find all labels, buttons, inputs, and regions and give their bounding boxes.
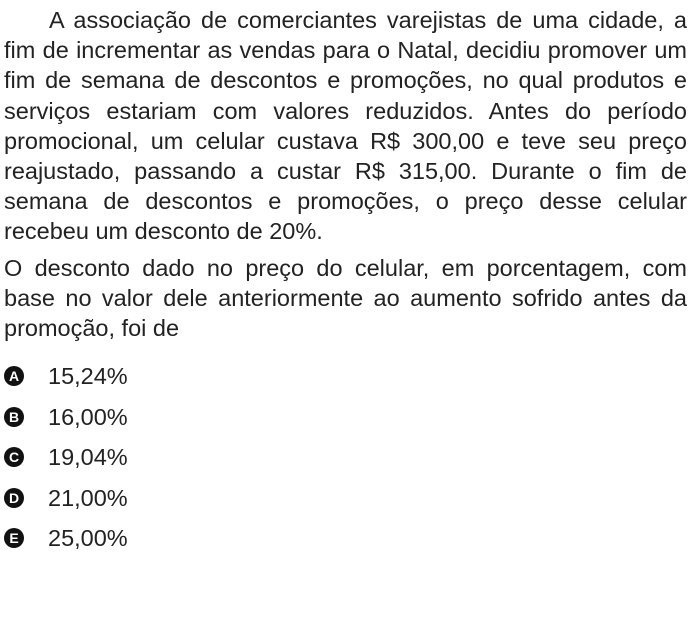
option-letter-b-icon: B [4, 407, 24, 427]
option-letter-e-icon: E [4, 528, 24, 548]
option-d[interactable] [4, 478, 687, 519]
option-b[interactable] [4, 397, 687, 438]
option-a[interactable] [4, 356, 687, 397]
option-letter-d-icon: D [4, 488, 24, 508]
option-text-e: 25,00% [48, 525, 128, 552]
option-c[interactable] [4, 437, 687, 478]
option-text-b: 16,00% [48, 403, 128, 430]
question-stem: A associação de comerciantes varejistas de uma cidade, a fim de incrementar as vendas para o Natal, decidiu promover um fim de semana de descontos e promoções, no qual produtos e serviços estariam com valores reduzidos. Antes do período promocional, um celular custava R$ 300,00 e teve seu preço reajustado, passando a custar R$ 315,00. Durante o fim de semana de descontos e promoções, o preço desse celular recebeu um desconto de 20%. [4, 7, 687, 245]
answer-options [4, 356, 687, 559]
option-letter-a-icon: A [4, 366, 24, 386]
option-e[interactable] [4, 518, 687, 559]
option-text-a: 15,24% [48, 363, 128, 390]
question-prompt: O desconto dado no preço do celular, em porcentagem, com base no valor dele anteriormente ao aumento sofrido antes da promoção, foi de [4, 254, 687, 342]
option-text-c: 19,04% [48, 444, 128, 471]
option-letter-c-icon: C [4, 447, 24, 467]
question-block [4, 5, 687, 559]
option-text-d: 21,00% [48, 484, 128, 511]
